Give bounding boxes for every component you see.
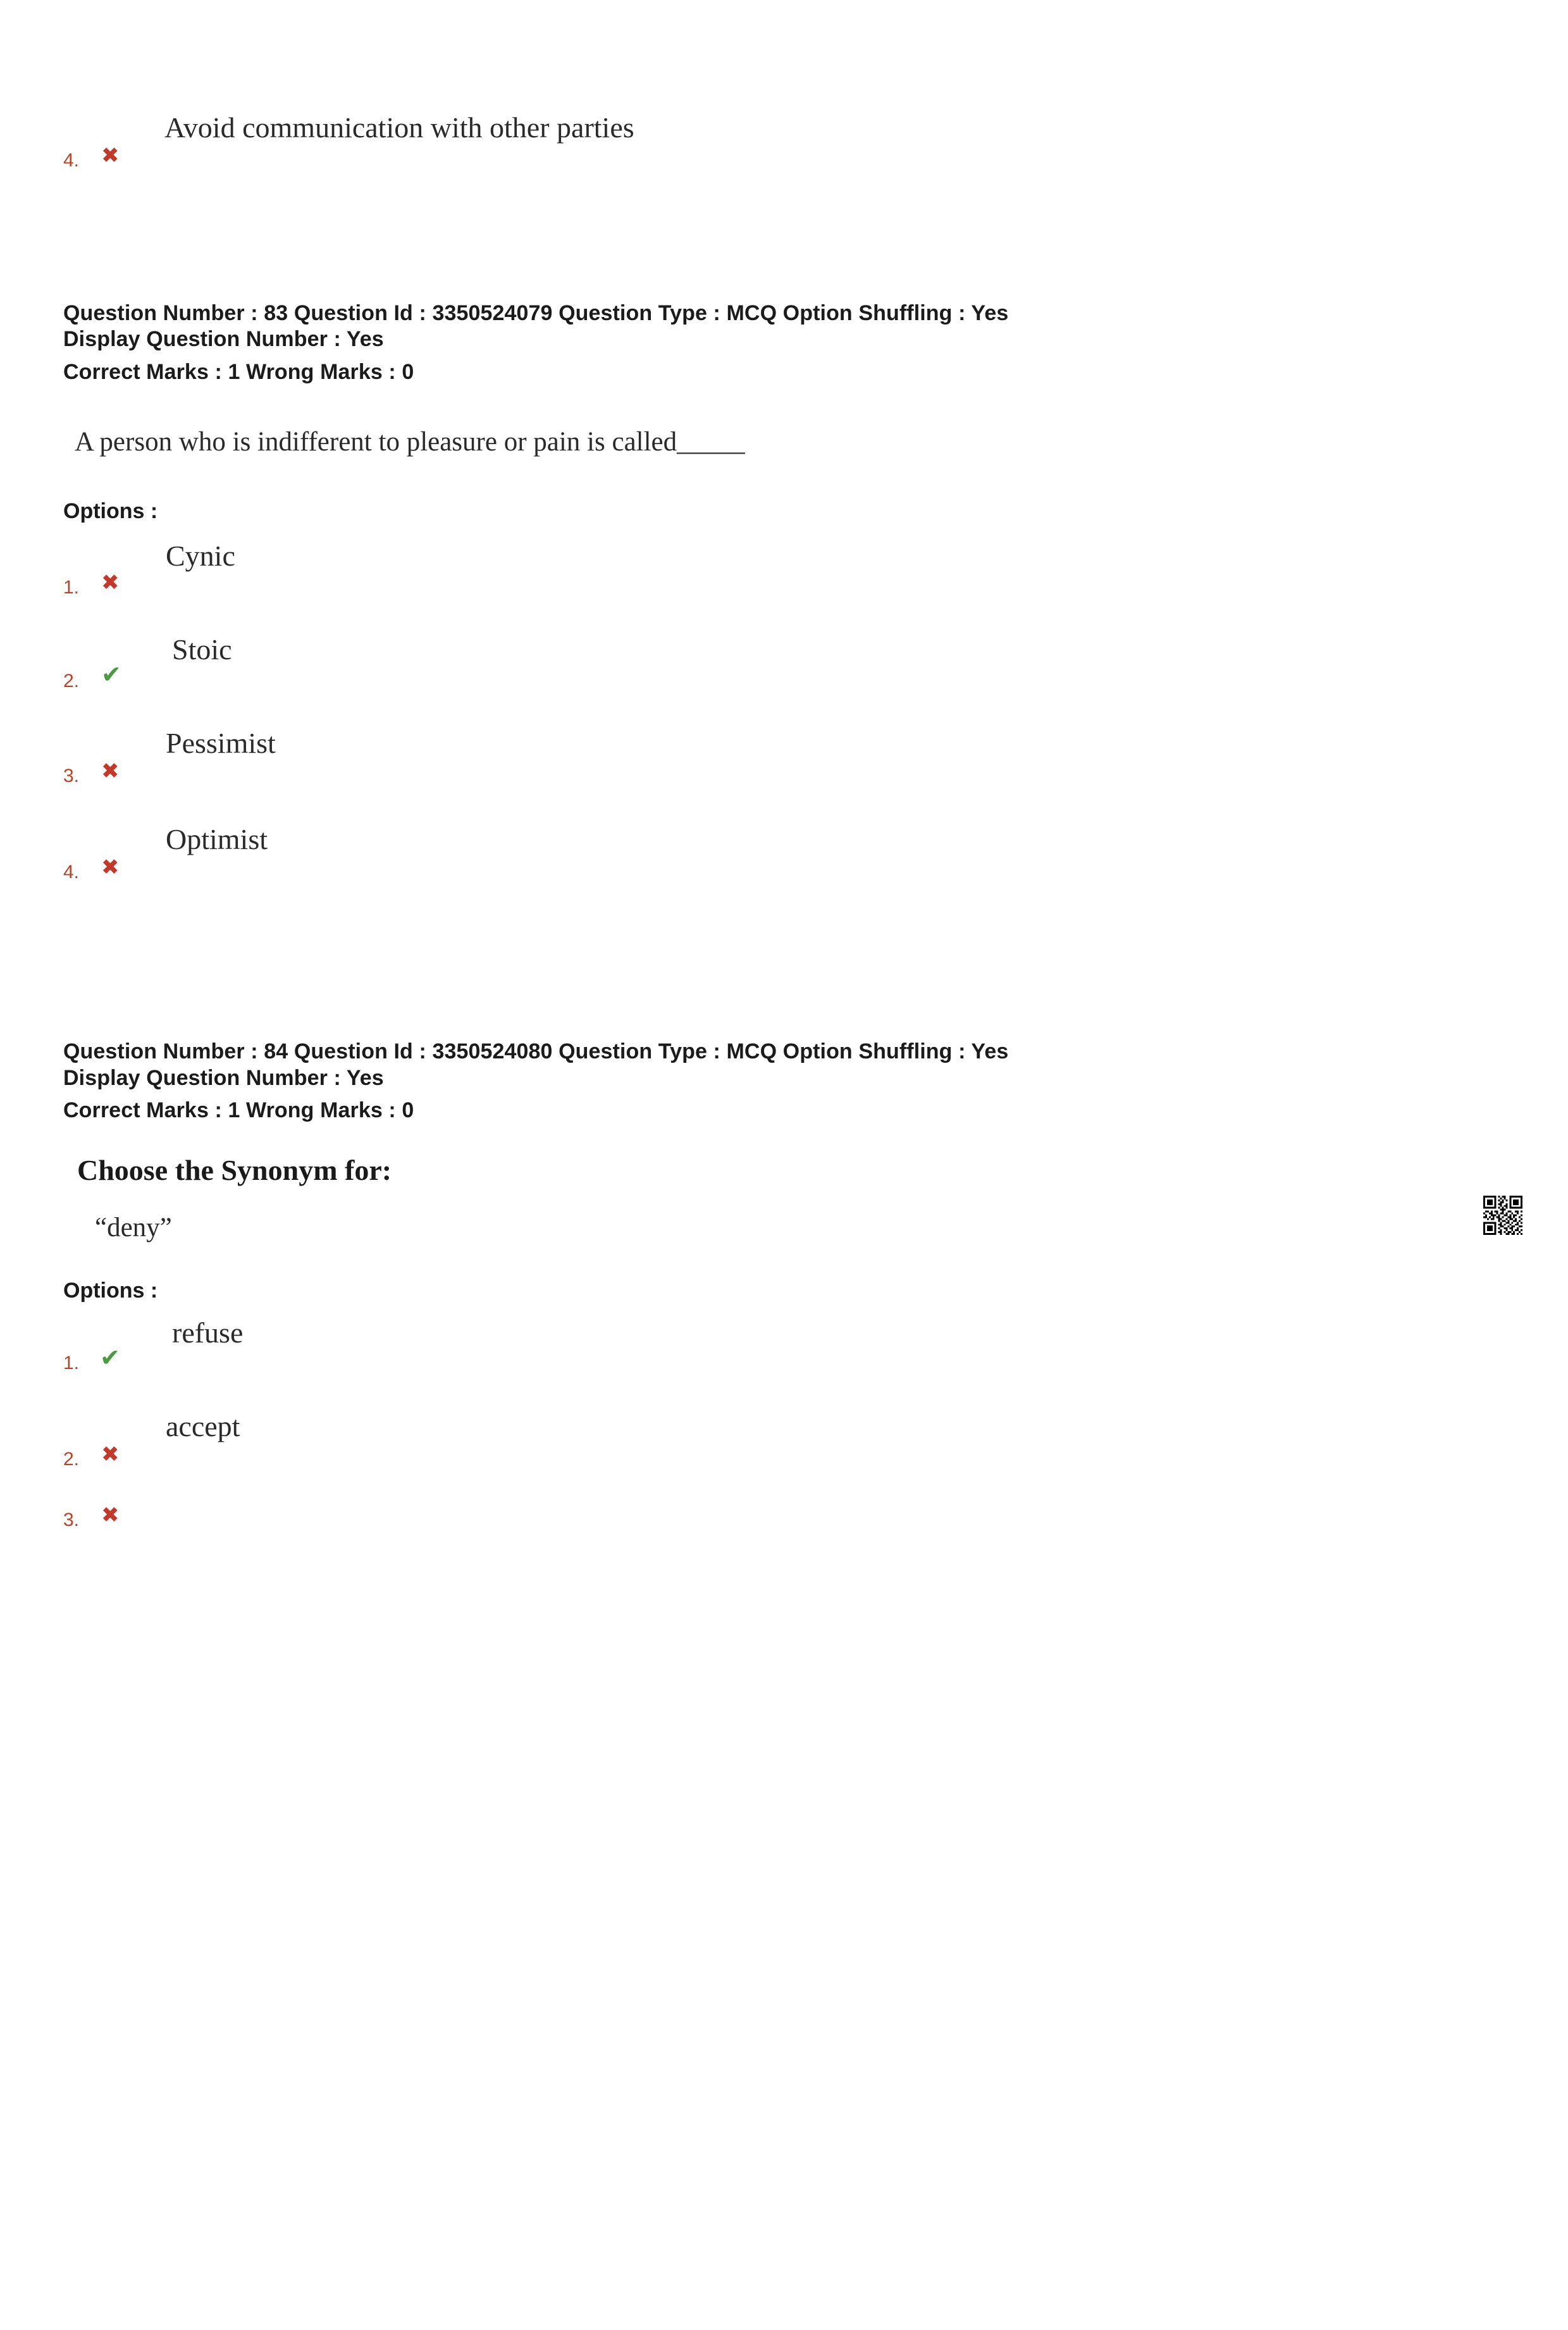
list-item xyxy=(63,111,1423,187)
exam-answer-key-page xyxy=(0,111,1568,2330)
question-meta xyxy=(63,301,1423,385)
list-item xyxy=(63,538,1423,607)
option-text: Cynic xyxy=(166,540,235,573)
qr-code-svg xyxy=(1483,1196,1522,1235)
option-text: Pessimist xyxy=(166,727,276,760)
wrong-mark-icon: ✖ xyxy=(101,144,120,168)
question-meta-line-2: Display Question Number : Yes xyxy=(63,327,384,352)
question-meta-line-1: Question Number : 83 Question Id : 3350524079 Question Type : MCQ Option Shuffling : Yes xyxy=(63,301,1009,325)
option-text: Avoid communication with other parties xyxy=(164,111,634,144)
option-text: Stoic xyxy=(172,633,232,666)
options-label: Options : xyxy=(63,499,158,524)
option-number: 2. xyxy=(63,671,80,692)
list-item xyxy=(63,726,1423,796)
option-number: 1. xyxy=(63,1352,80,1373)
question-meta-line-1: Question Number : 84 Question Id : 3350524080 Question Type : MCQ Option Shuffling : Yes xyxy=(63,1039,1009,1064)
option-number: 3. xyxy=(63,765,80,787)
question-meta-line-3: Correct Marks : 1 Wrong Marks : 0 xyxy=(63,1098,414,1123)
option-number: 2. xyxy=(63,1448,80,1470)
question-stem-heading: Choose the Synonym for: xyxy=(77,1153,392,1186)
question-meta-line-3: Correct Marks : 1 Wrong Marks : 0 xyxy=(63,359,414,384)
option-text: accept xyxy=(166,1410,240,1442)
option-text: Optimist xyxy=(166,823,268,856)
question-meta xyxy=(63,1039,1423,1124)
list-item xyxy=(63,1410,1423,1479)
qr-code-icon xyxy=(1483,1196,1522,1235)
option-number: 4. xyxy=(63,862,80,883)
option-number: 4. xyxy=(63,150,80,171)
options-label: Options : xyxy=(63,1278,158,1303)
list-item xyxy=(63,631,1423,701)
question-meta-line-2: Display Question Number : Yes xyxy=(63,1065,384,1090)
list-item xyxy=(63,822,1423,892)
wrong-mark-icon: ✖ xyxy=(101,1442,120,1466)
wrong-mark-icon: ✖ xyxy=(101,759,120,784)
list-item xyxy=(63,1316,1423,1385)
list-item xyxy=(63,1504,1423,1574)
wrong-mark-icon: ✖ xyxy=(101,1503,120,1527)
question-stem: A person who is indifferent to pleasure or pain is called_____ xyxy=(75,427,745,457)
wrong-mark-icon: ✖ xyxy=(101,571,120,595)
wrong-mark-icon: ✖ xyxy=(101,855,120,880)
option-text: refuse xyxy=(172,1316,244,1349)
correct-mark-icon: ✔ xyxy=(100,1344,120,1372)
option-number: 3. xyxy=(63,1509,80,1530)
option-number: 1. xyxy=(63,577,80,598)
correct-mark-icon: ✔ xyxy=(101,662,121,689)
question-stem-quote: “deny” xyxy=(95,1212,172,1242)
